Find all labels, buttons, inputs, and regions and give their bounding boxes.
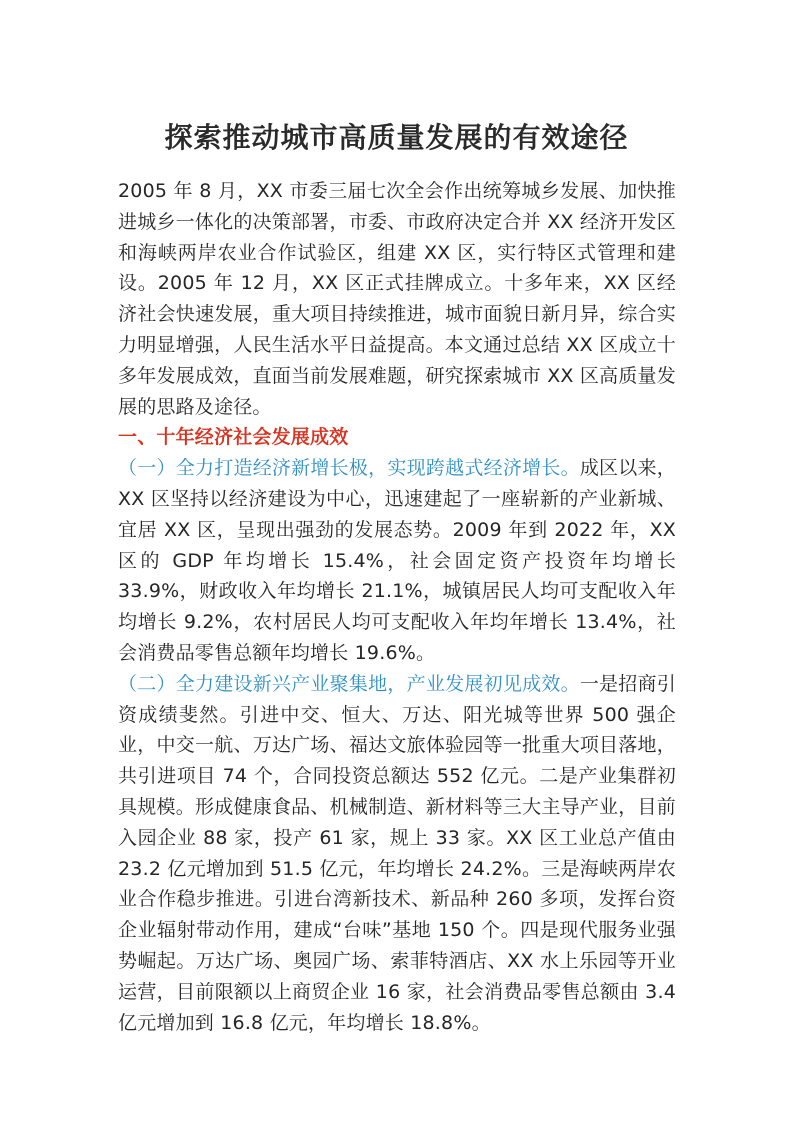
- intro-paragraph: 2005 年 8 月，XX 市委三届七次全会作出统筹城乡发展、加快推进城乡一体化的决策部署，市委、市政府决定合并 XX 经济开发区和海峡两岸农业合作试验区，组建 XX 区，实行特区式管理和建设。2005 年 12 月，XX 区正式挂牌成立。十多年来，XX 区经济社会快速发展，重大项目持续推进，城市面貌日新月异，综合实力明显增强，人民生活水平日益提高。本文通过总结 XX 区成立十多年发展成效，直面当前发展难题，研究探索城市 XX 区高质量发展的思路及途径。: [118, 180, 676, 418]
- subsection-heading-2: （二）全力建设新兴产业聚集地，产业发展初见成效。: [118, 672, 580, 695]
- subsection-text-2: 一是招商引资成绩斐然。引进中交、恒大、万达、阳光城等世界 500 强企业，中交一航、万达广场、福达文旅体验园等一批重大项目落地，共引进项目 74 个，合同投资总额达 552 亿元。二是产业集群初具规模。形成健康食品、机械制造、新材料等三大主导产业，目前入园企业 88 家，投产 61 家，规上 33 家。XX 区工业总产值由 23.2 亿元增加到 51.5 亿元，年均增长 24.2%。三是海峡两岸农业合作稳步推进。引进台湾新技术、新品种 260 多项，发挥台资企业辐射带动作用，建成“台味”基地 150 个。四是现代服务业强势崛起。万达广场、奥园广场、索菲特酒店、XX 水上乐园等开业运营，目前限额以上商贸企业 16 家，社会消费品零售总额由 3.4 亿元增加到 16.8 亿元，年均增长 18.8%。: [118, 672, 676, 1034]
- subsection-paragraph-1: [118, 453, 676, 669]
- section-heading-1: 一、十年经济社会发展成效: [118, 426, 349, 449]
- subsection-heading-1: （一）全力打造经济新增长极，实现跨越式经济增长。: [118, 457, 580, 480]
- subsection-paragraph-2: [118, 669, 676, 1039]
- document-body: [118, 176, 676, 1038]
- document-title: 探索推动城市高质量发展的有效途径: [164, 121, 629, 154]
- subsection-text-1: 成区以来，XX 区坚持以经济建设为中心，迅速建起了一座崭新的产业新城、宜居 XX 区，呈现出强劲的发展态势。2009 年到 2022 年，XX 区的 GDP 年均增长 15.4%，社会固定资产投资年均增长 33.9%，财政收入年均增长 21.1%，城镇居民人均可支配收入年均增长 9.2%，农村居民人均可支配收入年均年增长 13.4%，社会消费品零售总额年均增长 19.6%。: [118, 457, 676, 664]
